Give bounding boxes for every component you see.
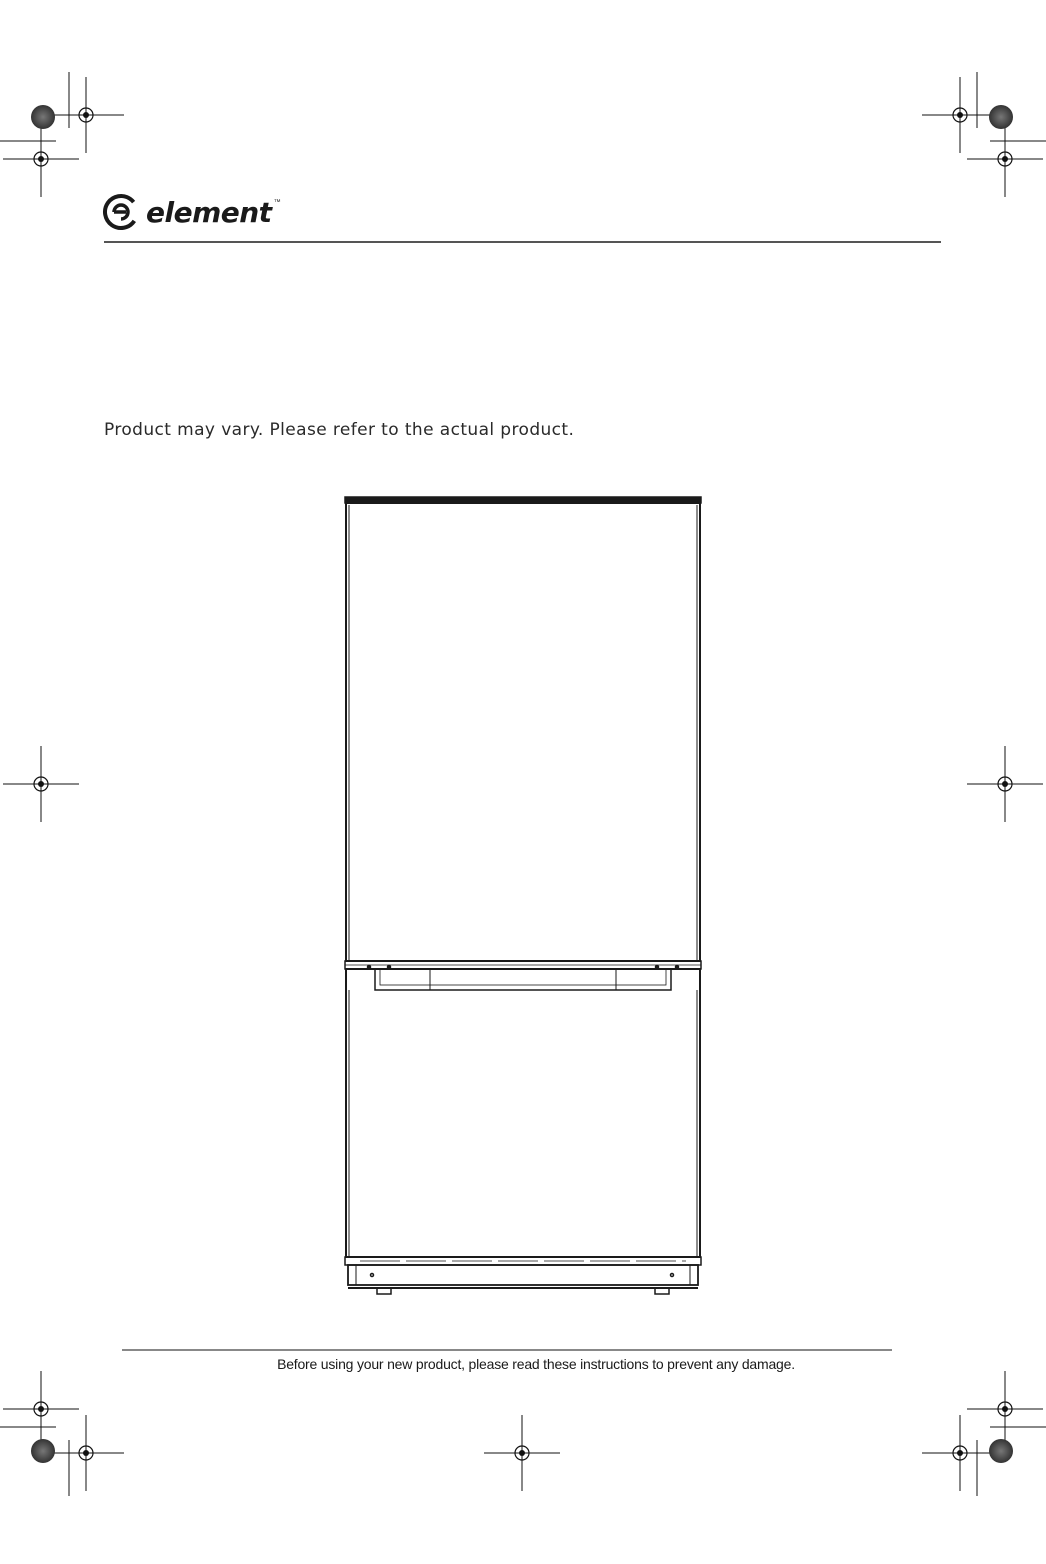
footer-instruction: Before using your new product, please read these instructions to prevent any damage.: [277, 1356, 795, 1372]
footer-divider: [122, 1349, 892, 1351]
fridge-door: [346, 503, 700, 961]
brand-name: element: [146, 195, 272, 229]
base-grille: [348, 1265, 698, 1285]
trademark-symbol: ™: [273, 198, 281, 206]
product-notice: Product may vary. Please refer to the actual product.: [104, 420, 575, 440]
freezer-handle: [375, 969, 671, 990]
freezer-door: [346, 969, 700, 1257]
